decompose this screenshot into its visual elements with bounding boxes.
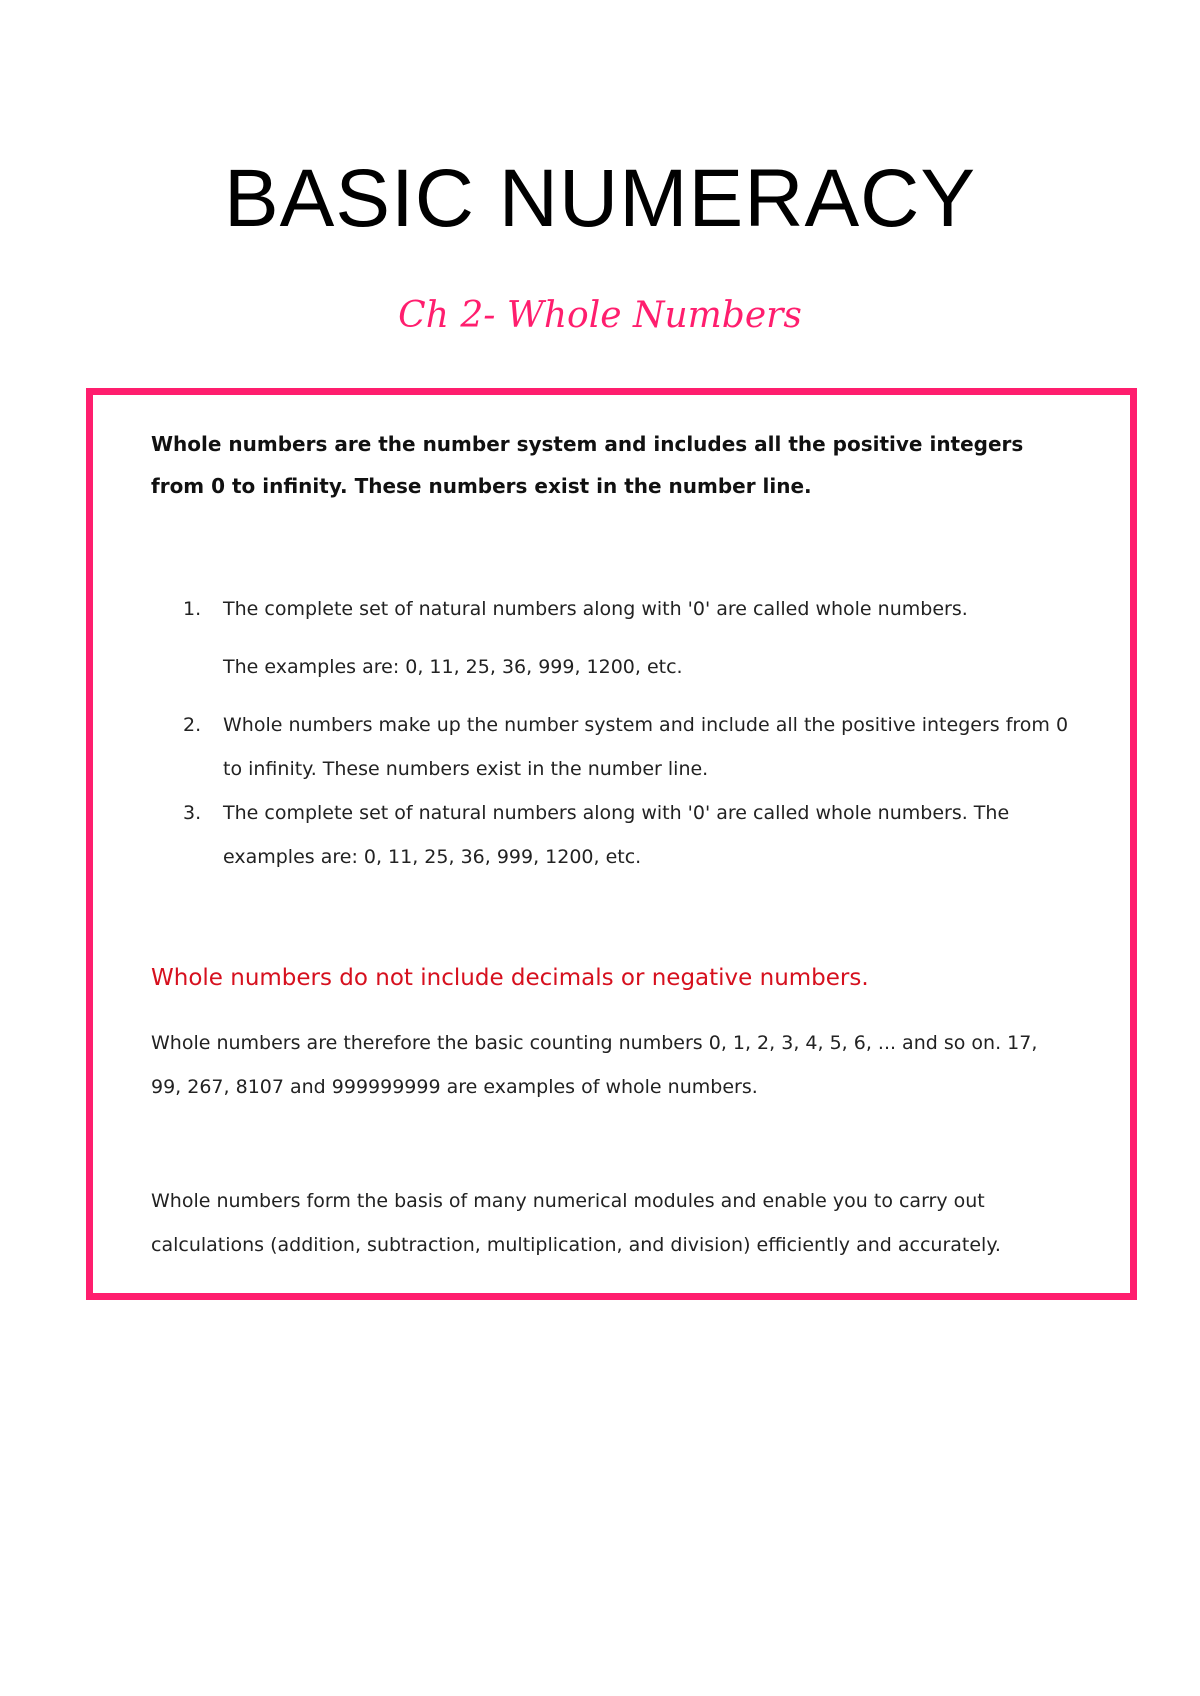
list-item-text: Whole numbers make up the number system and include all the positive integers from 0 to infinity. These numbers exist in the number line. [223,714,1069,780]
list-item-number: 3. [183,802,202,824]
list-item-number: 1. [183,598,202,620]
warning-text: Whole numbers do not include decimals or negative numbers. [151,965,869,991]
list-item-example: The examples are: 0, 11, 25, 36, 999, 1200, etc. [223,656,683,678]
list-item-text: The complete set of natural numbers along with '0' are called whole numbers. The examples are: 0, 11, 25, 36, 999, 1200, etc. [223,802,1010,868]
list-item [151,791,1081,879]
list-item-number: 2. [183,714,202,736]
content-box [86,388,1137,1300]
counting-paragraph: Whole numbers are therefore the basic counting numbers 0, 1, 2, 3, 4, 5, 6, ... and so on. 17, 99, 267, 8107 and 999999999 are examples of whole numbers. [151,1032,1038,1098]
intro-text: Whole numbers are the number system and includes all the positive integers from 0 to infinity. These numbers exist in the number line. [151,432,1024,498]
list-item-text: The complete set of natural numbers along with '0' are called whole numbers. [223,598,968,620]
page-title: BASIC NUMERACY [223,153,977,244]
list-item [151,587,1081,689]
basis-paragraph: Whole numbers form the basis of many numerical modules and enable you to carry out calculations (addition, subtraction, multiplication, and division) efficiently and accurately. [151,1190,1001,1256]
chapter-subtitle: Ch 2- Whole Numbers [398,295,802,336]
definition-list [151,587,1081,893]
list-item [151,703,1081,791]
